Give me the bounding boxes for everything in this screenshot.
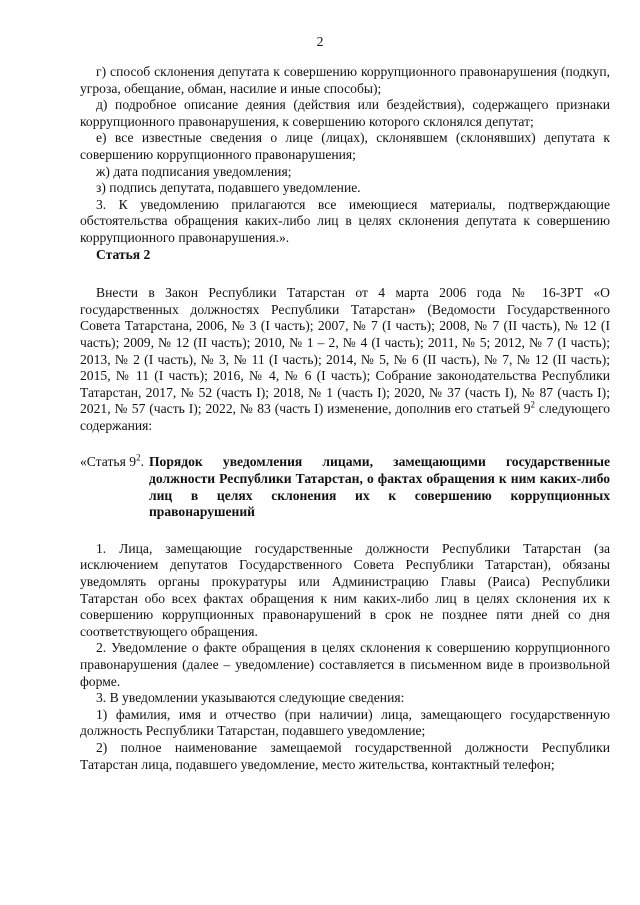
page-number: 2 [316,34,324,49]
new-article-paragraph-1: 1. Лица, замещающие государственные должности Республики Татарстан (за исключением депутатов Государственного Совета Республики Татарстан), обязаны уведомлять органы прокуратуры или Администрацию Главы (Раиса) Республики Татарстан обо всех фактах обращения к ним каких-либо лиц в целях склонения их к совершению коррупционных правонарушений в срок не позднее пяти дней со дня соответствующего обращения. [80,540,610,639]
attachments-paragraph: 3. К уведомлению прилагаются все имеющиеся материалы, подтверждающие обстоятельства обращения каких-либо лиц в целях склонения депутата к совершению коррупционного правонарушения.». [80,196,610,245]
article-2-intro-text: Внести в Закон Республики Татарстан от 4 марта 2006 года № 16-ЗРТ «О государственных должностях Республики Татарстан» (Ведомости Государственного Совета Татарстана, 2006, № 3 (I часть); 2007, № 7 (I часть); 2008, № 7 (II часть), № 12 (I часть); 2009, № 12 (II часть); 2010, № 1 – 2, № 4 (I часть); 2011, № 5; 2012, № 7 (I часть); 2013, № 2 (I часть), № 3, № 11 (I часть); 2014, № 5, № 6 (II часть), № 7, № 12 (II часть); 2015, № 11 (I часть); 2016, № 4, № 6 (I часть); Собрание законодательства Республики Татарстан, 2017, № 52 (часть I); 2018, № 1 (часть I); 2020, № 37 (часть I), № 87 (часть I); 2021, № 57 (часть I); 2022, № 83 (часть I) изменение, дополнив его статьей 9 [80,285,610,417]
list-item-g: г) способ склонения депутата к совершению коррупционного правонарушения (подкуп, угроза, обещание, обман, насилие и иные способы); [80,64,610,96]
new-article-number-dot: . [140,454,144,470]
new-article-item-1: 1) фамилия, имя и отчество (при наличии) лица, замещающего государственную должность Республики Татарстан, подавшего уведомление; [80,706,610,739]
list-item-zh: ж) дата подписания уведомления; [96,163,292,179]
article-2-intro [80,285,610,434]
new-article-number-sup: 2 [136,452,141,463]
new-article-number-text: «Статья 9 [80,454,137,470]
new-article-paragraph-3: 3. В уведомлении указываются следующие сведения: [96,690,405,706]
article-2-heading: Статья 2 [96,246,151,262]
new-article-title: Порядок уведомления лицами, замещающими государственные должности Республики Татарстан, о фактах обращения к ним каких-либо лиц в целях склонения их к совершению коррупционных правонарушений [148,454,610,520]
new-article-number [80,454,149,471]
article-2-intro-sup: 2 [530,399,536,410]
document-body [80,64,610,773]
new-article-paragraph-2: 2. Уведомление о факте обращения в целях склонения к совершению коррупционного правонарушения (далее – уведомление) составляется в письменном виде в произвольной форме. [80,640,610,689]
new-article-item-2: 2) полное наименование замещаемой государственной должности Республики Татарстан лица, подавшего уведомление, место жительства, контактный телефон; [80,739,610,772]
list-item-e: е) все известные сведения о лице (лицах), склонявшем (склонявших) депутата к совершению коррупционного правонарушения; [80,130,610,162]
article-2-intro-tail: следующего содержания: [80,401,610,433]
list-item-d: д) подробное описание деяния (действия или бездействия), содержащего признаки коррупционного правонарушения, к совершению которого склонялся депутат; [80,97,610,129]
list-item-z: з) подпись депутата, подавшего уведомление. [96,180,361,196]
new-article-heading [80,454,610,520]
